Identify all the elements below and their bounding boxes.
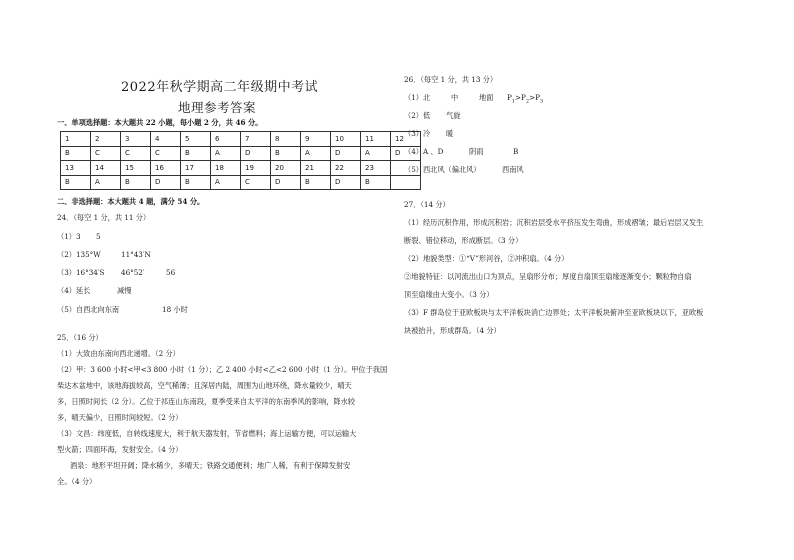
q24-ans-1a: （1）3 <box>57 232 81 241</box>
q26-ans-2a: （2）低 <box>404 111 431 120</box>
q25-line: 型火箭；四面环海，发射安全。（4 分） <box>57 445 183 454</box>
table-cell: 16 <box>151 161 181 176</box>
table-row <box>61 175 421 190</box>
q25-line: 柴达木盆地中，该地海拔较高，空气稀薄；且深居内陆，周围为山地环绕，降水量较少，晴天 <box>57 381 352 390</box>
table-cell: 23 <box>361 161 391 176</box>
q26-ans-4b: 阴雨 <box>469 147 484 156</box>
table-cell: 17 <box>181 161 211 176</box>
table-row <box>61 132 421 147</box>
table-cell: 19 <box>241 161 271 176</box>
q26-ans-5b: 西南风 <box>502 165 524 174</box>
q26-ans-1b: 中 <box>451 93 459 102</box>
table-cell: C <box>241 175 271 190</box>
page-title: 2022年秋学期高二年级期中考试 <box>121 80 319 95</box>
pressure-relation: P <box>507 93 512 102</box>
table-cell: B <box>181 146 211 161</box>
q24-ans-3c: 56 <box>166 268 176 277</box>
table-cell: B <box>61 175 91 190</box>
table-cell: A <box>91 175 121 190</box>
table-cell: 10 <box>331 132 361 147</box>
q26-ans-2b: 气旋 <box>446 111 461 120</box>
q24-ans-2b: 11°43′N <box>121 250 151 259</box>
section-1-heading: 一、单项选择题：本大题共 22 小题，每小题 2 分，共 46 分。 <box>57 118 263 127</box>
q26-ans-4c: B <box>513 147 519 156</box>
table-cell: 12 <box>391 132 421 147</box>
table-cell: D <box>331 146 361 161</box>
table-cell: 11 <box>361 132 391 147</box>
table-cell: A <box>361 146 391 161</box>
q26-ans-1a: （1）北 <box>404 93 431 102</box>
table-cell: C <box>121 146 151 161</box>
answer-table <box>60 131 421 190</box>
q24-ans-5a: （5）自西北向东南 <box>57 305 120 314</box>
table-cell: B <box>121 175 151 190</box>
q27-line: ②地貌特征：以河流出山口为顶点，呈扇形分布；厚度自扇顶至扇缘逐渐变小；颗粒物自扇 <box>404 272 692 281</box>
q26-ans-3b: 暖 <box>446 129 454 138</box>
q26-heading: 26．（每空 1 分，共 13 分） <box>404 75 498 84</box>
q24-ans-4a: （4）延长 <box>57 286 91 295</box>
table-cell: 21 <box>301 161 331 176</box>
q25-line: （3）文昌：纬度低，自转线速度大，利于航天器发射，节省燃料；海上运输方便，可以运输大 <box>57 429 357 438</box>
q24-ans-3b: 46°52′ <box>121 268 145 277</box>
table-cell: 8 <box>271 132 301 147</box>
table-cell: B <box>271 146 301 161</box>
table-cell: B <box>181 175 211 190</box>
q25-line: 酒泉：地形平坦开阔；降水稀少，多晴天；铁路交通便利；地广人稀，有利于保障发射安 <box>70 461 351 470</box>
q25-line: （2）甲：3 600 小时<甲<3 800 小时（1 分）；乙 2 400 小时<乙<2 600 小时（1 分）。甲位于我国 <box>57 365 388 374</box>
table-cell: 5 <box>181 132 211 147</box>
q27-line: （3）F 群岛位于亚欧板块与太平洋板块消亡边界处；太平洋板块俯冲至亚欧板块以下，亚欧板 <box>404 308 704 317</box>
table-cell: B <box>361 175 391 190</box>
page-subtitle: 地理参考答案 <box>178 100 257 115</box>
table-cell: 9 <box>301 132 331 147</box>
table-cell: 15 <box>121 161 151 176</box>
q24-ans-2a: （2）135°W <box>57 250 101 259</box>
table-row <box>61 161 421 176</box>
table-cell: A <box>211 146 241 161</box>
table-cell: D <box>151 175 181 190</box>
q25-line: 全。（4 分） <box>57 477 97 486</box>
section-2-heading: 二、非选择题：本大题共 4 题，满分 54 分。 <box>57 197 205 206</box>
q25-line: （1）大致由东南向西北递增。（2 分） <box>57 349 180 358</box>
table-cell: 13 <box>61 161 91 176</box>
table-cell <box>391 175 421 190</box>
table-cell: 14 <box>91 161 121 176</box>
table-cell: B <box>61 146 91 161</box>
q24-ans-4b: 减慢 <box>117 286 132 295</box>
table-cell: 1 <box>61 132 91 147</box>
q25-line: 多，晴天偏少，日照时间较短。（2 分） <box>57 413 183 422</box>
q26-ans-1c: 地面 <box>479 93 494 102</box>
table-cell: 18 <box>211 161 241 176</box>
q24-ans-5b: 18 小时 <box>162 305 188 314</box>
table-cell: 20 <box>271 161 301 176</box>
q24-ans-1b: 5 <box>96 232 101 241</box>
q26-ans-4a: （4）A 、D <box>404 147 444 156</box>
table-cell: 3 <box>121 132 151 147</box>
q26-ans-1d: $P_1>P_2>P_3$ <box>507 93 544 105</box>
q24-heading: 24．（每空 1 分，共 11 分） <box>57 213 151 222</box>
q26-ans-5a: （5）西北风（偏北风） <box>404 165 481 174</box>
q27-heading: 27．（14 分） <box>404 200 450 209</box>
table-cell: C <box>91 146 121 161</box>
q26-ans-3a: （3）冷 <box>404 129 431 138</box>
q27-line: （2）地貌类型：①“V”形河谷，②冲积扇。（4 分） <box>404 254 569 263</box>
table-cell: B <box>301 175 331 190</box>
q25-line: 多，日照时间长（2 分）。乙位于祁连山东南段，夏季受来自太平洋的东南季风的影响，降水较 <box>57 397 355 406</box>
table-cell: 4 <box>151 132 181 147</box>
q27-line: 块被抬升，形成群岛。（4 分） <box>404 326 501 335</box>
table-row <box>61 146 421 161</box>
q27-line: 断裂、错位移动，形成断层。（3 分） <box>404 236 523 245</box>
table-cell: D <box>331 175 361 190</box>
table-cell: 2 <box>91 132 121 147</box>
table-cell: 7 <box>241 132 271 147</box>
table-cell: 6 <box>211 132 241 147</box>
table-cell: 22 <box>331 161 361 176</box>
table-cell: A <box>211 175 241 190</box>
table-cell: D <box>271 175 301 190</box>
q24-ans-3a: （3）16°34′S <box>57 268 105 277</box>
table-cell: A <box>301 146 331 161</box>
table-cell: D <box>241 146 271 161</box>
table-cell: D <box>391 146 421 161</box>
q27-line: 顶至扇缘由大变小。（3 分） <box>404 290 494 299</box>
q27-line: （1）经历沉积作用，形成沉积岩；沉积岩层受水平挤压发生弯曲，形成褶皱；最后岩层又发生 <box>404 218 704 227</box>
q25-heading: 25．（16 分） <box>57 333 103 342</box>
table-cell: C <box>151 146 181 161</box>
